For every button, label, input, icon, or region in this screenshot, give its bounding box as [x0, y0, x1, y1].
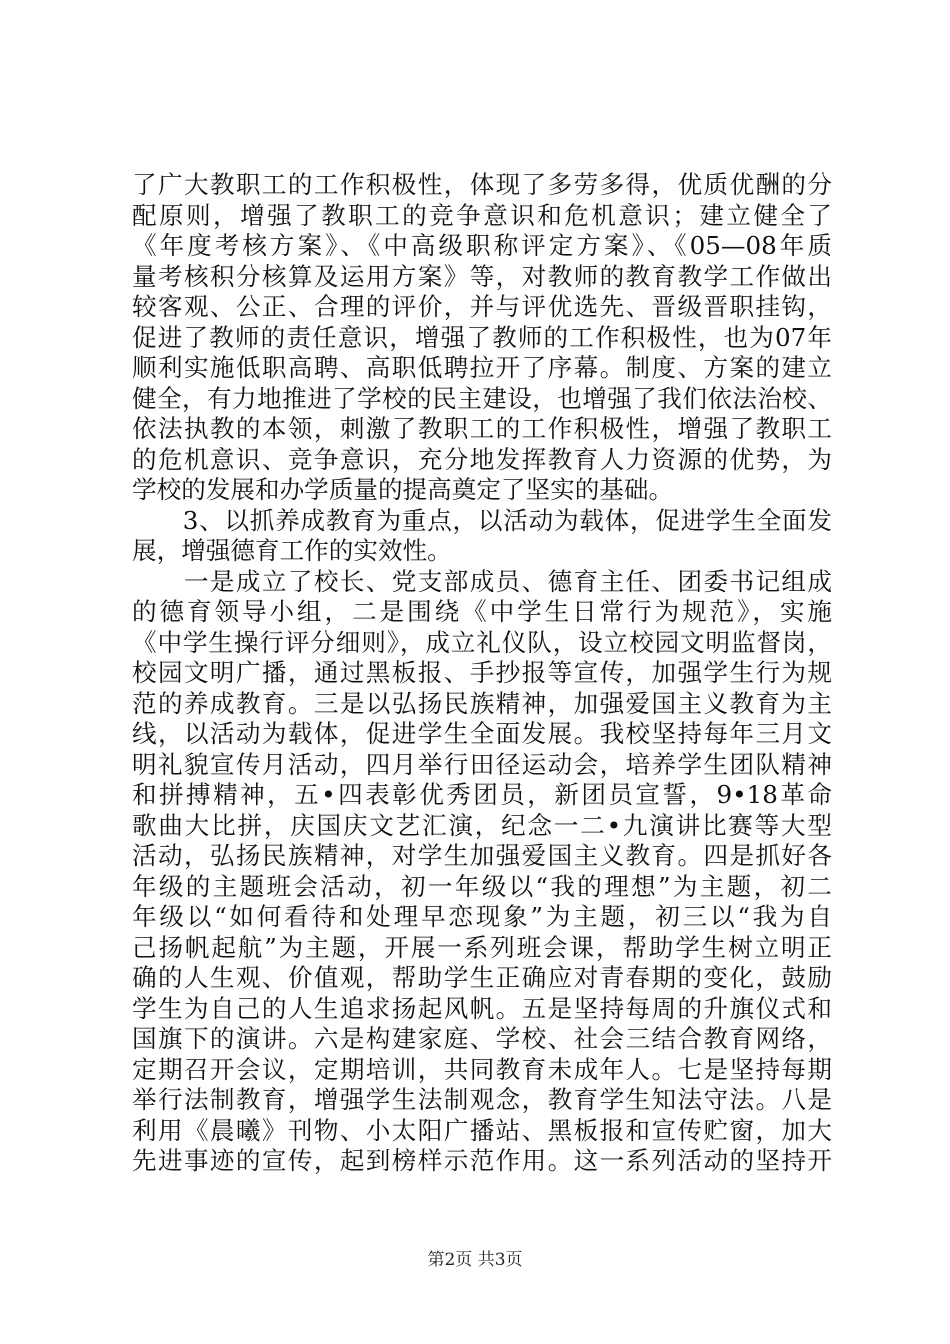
text-line: 校园文明广播，通过黑板报、手抄报等宣传，加强学生行为规	[132, 658, 832, 687]
text-line: 3、以抓养成教育为重点，以活动为载体，促进学生全面发	[132, 505, 832, 535]
text-line: 配原则，增强了教职工的竞争意识和危机意识；建立健全了	[132, 200, 832, 230]
text-line: 一是成立了校长、党支部成员、德育主任、团委书记组成	[132, 566, 832, 596]
text-line: 定期召开会议，定期培训，共同教育未成年人。七是坚持每期	[132, 1054, 832, 1084]
text-line: 年级以“如何看待和处理早恋现象”为主题，初三以“我为自	[132, 902, 832, 931]
text-line: 歌曲大比拼，庆国庆文艺汇演，纪念一二•九演讲比赛等大型	[132, 810, 832, 840]
text-line: 展，增强德育工作的实效性。	[132, 536, 452, 565]
text-line: 学校的发展和办学质量的提高奠定了坚实的基础。	[132, 475, 674, 504]
text-line: 年级的主题班会活动，初一年级以“我的理想”为主题，初二	[132, 871, 832, 901]
text-line: 顺利实施低职高聘、高职低聘拉开了序幕。制度、方案的建立	[132, 353, 832, 382]
text-line: 利用《晨曦》刊物、小太阳广播站、黑板报和宣传贮窗，加大	[132, 1115, 832, 1145]
text-line: 《年度考核方案》、《中高级职称评定方案》、《05—08年质	[132, 231, 832, 260]
text-line: 促进了教师的责任意识，增强了教师的工作积极性，也为07年	[132, 322, 832, 352]
text-line: 活动，弘扬民族精神，对学生加强爱国主义教育。四是抓好各	[132, 841, 832, 870]
body-text	[132, 170, 832, 1177]
text-line: 较客观、公正、合理的评价，并与评优选先、晋级晋职挂钩，	[132, 292, 832, 321]
text-line: 学生为自己的人生追求扬起风帆。五是坚持每周的升旗仪式和	[132, 993, 832, 1023]
text-line: 先进事迹的宣传，起到榜样示范作用。这一系列活动的坚持开	[132, 1146, 832, 1175]
text-line: 国旗下的演讲。六是构建家庭、学校、社会三结合教育网络，	[132, 1024, 832, 1053]
page-footer: 第2页 共3页	[427, 1250, 523, 1270]
text-line: 确的人生观、价值观，帮助学生正确应对青春期的变化，鼓励	[132, 963, 832, 992]
text-line: 举行法制教育，增强学生法制观念，教育学生知法守法。八是	[132, 1085, 832, 1114]
text-line: 和拼搏精神，五•四表彰优秀团员，新团员宣誓，9•18革命	[132, 780, 832, 809]
text-line: 明礼貌宣传月活动，四月举行田径运动会，培养学生团队精神	[132, 749, 832, 779]
text-line: 健全，有力地推进了学校的民主建设，也增强了我们依法治校、	[132, 383, 832, 413]
text-line: 《中学生操行评分细则》，成立礼仪队，设立校园文明监督岗，	[132, 627, 832, 657]
text-line: 的危机意识、竞争意识，充分地发挥教育人力资源的优势，为	[132, 444, 832, 474]
text-line: 线，以活动为载体，促进学生全面发展。我校坚持每年三月文	[132, 719, 832, 748]
text-line: 了广大教职工的工作积极性，体现了多劳多得，优质优酬的分	[132, 170, 832, 199]
text-line: 依法执教的本领，刺激了教职工的工作积极性，增强了教职工	[132, 414, 832, 443]
text-line: 的德育领导小组，二是围绕《中学生日常行为规范》，实施	[132, 597, 832, 626]
text-line: 己扬帆起航”为主题，开展一系列班会课，帮助学生树立明正	[132, 932, 832, 962]
text-line: 范的养成教育。三是以弘扬民族精神，加强爱国主义教育为主	[132, 688, 832, 718]
text-line: 量考核积分核算及运用方案》等，对教师的教育教学工作做出	[132, 261, 832, 291]
